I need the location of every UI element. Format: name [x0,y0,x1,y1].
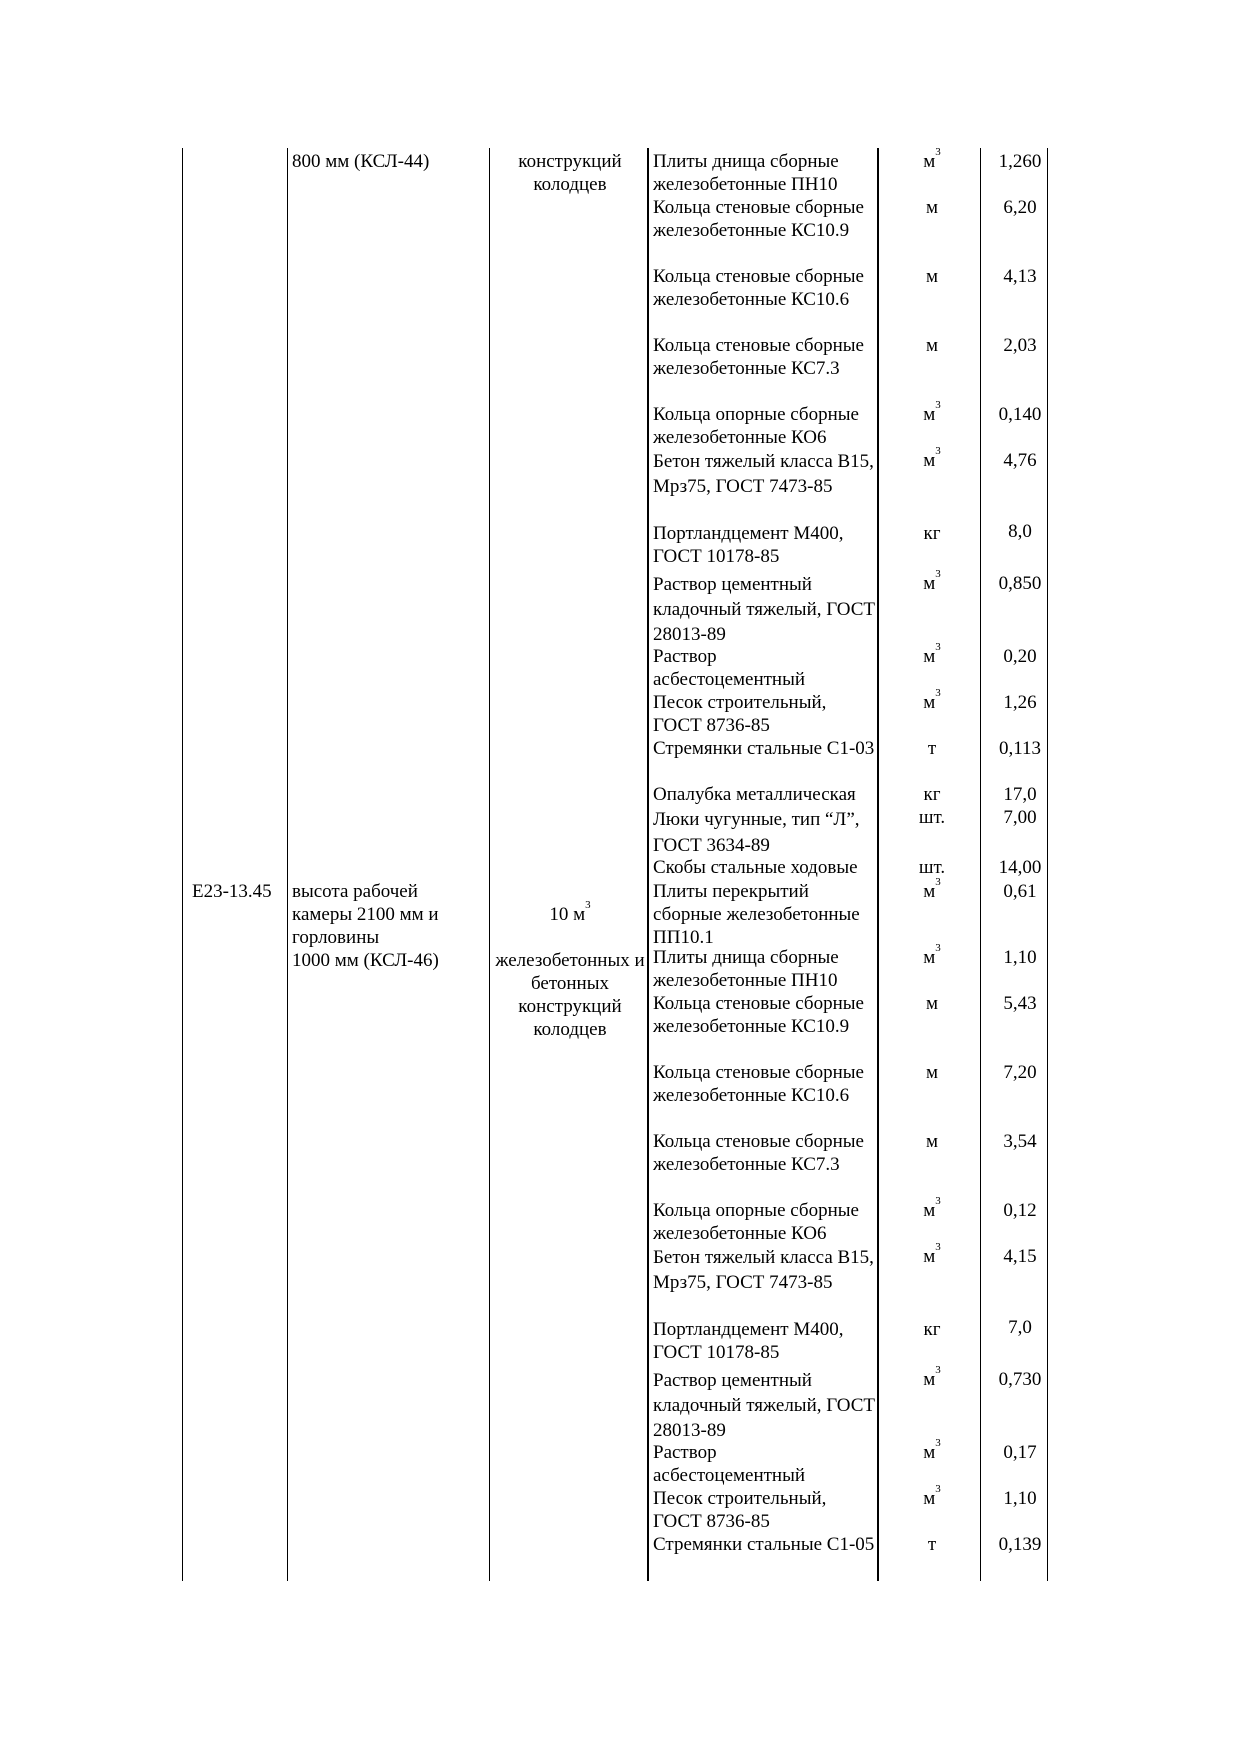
resource-qty: 1,10 [1003,947,1037,968]
resource-unit: $м^3$ [923,445,941,471]
unit-superscript: 3 [935,568,941,580]
resource-qty: 8,0 [1008,521,1032,542]
resource-qty: 2,03 [1003,335,1037,356]
column-divider-unit [647,148,649,1581]
resource-name: Кольца стеновые сборные железобетонные КС10.6 [653,1062,864,1106]
resource-qty: 7,20 [1003,1062,1037,1083]
resource-unit: $м^3$ [923,1364,941,1390]
resource-qty: 0,850 [998,573,1042,594]
resource-unit: м [925,266,939,287]
resource-unit: $м^3$ [923,687,941,713]
resource-name: Опалубка металлическая [653,784,856,805]
resource-qty: 1,26 [1003,692,1037,713]
resource-name: Портландцемент М400, ГОСТ 10178-85 [653,523,844,567]
resource-name: Кольца стеновые сборные железобетонные КС10.6 [653,266,864,310]
row-unit: 10 $м^3$ железобетонных и бетонных конструкций колодцев [495,899,645,1040]
resource-name: Песок строительный, ГОСТ 8736-85 [653,692,827,736]
resource-name: Люки чугунные, тип “Л”, ГОСТ 3634-89 [653,809,860,856]
resource-unit: кг [923,1319,941,1340]
table-border-left [182,148,183,1581]
resource-name: Кольца опорные сборные железобетонные КО6 [653,404,859,448]
unit-superscript: 3 [935,399,941,411]
resource-qty: 0,730 [998,1369,1042,1390]
unit-superscript: 3 [935,445,941,457]
resource-qty: 0,139 [998,1534,1042,1555]
resource-qty: 4,76 [1003,450,1037,471]
unit-superscript: 3 [935,942,941,954]
resource-unit: м [925,1131,939,1152]
resource-unit: $м^3$ [923,942,941,968]
row-code: Е23-13.45 [192,881,272,902]
resource-unit: $м^3$ [923,399,941,425]
resource-unit: м [925,335,939,356]
resource-unit: $м^3$ [923,1195,941,1221]
resource-qty: 0,17 [1003,1442,1037,1463]
resource-qty: 1,10 [1003,1488,1037,1509]
resource-unit: м [925,1062,939,1083]
resource-qty: 1,260 [998,151,1042,172]
resource-name: Портландцемент М400, ГОСТ 10178-85 [653,1319,844,1363]
resource-name: Раствор цементный кладочный тяжелый, ГОСТ 28013-89 [653,1370,875,1441]
resource-unit: $м^3$ [923,1483,941,1509]
resource-name: Кольца опорные сборные железобетонные КО6 [653,1200,859,1244]
unit-superscript: 3 [935,1241,941,1253]
resource-qty: 7,0 [1008,1317,1032,1338]
resource-qty: 6,20 [1003,197,1037,218]
unit-superscript: 3 [935,876,941,888]
resource-name: Раствор асбестоцементный [653,646,806,690]
row-description: высота рабочей камеры 2100 мм и горловины 1000 мм (КСЛ-46) [292,881,439,971]
unit-superscript: 3 [935,1195,941,1207]
resource-qty: 0,113 [998,738,1042,759]
resource-name: Кольца стеновые сборные железобетонные КС7.3 [653,335,864,379]
resource-unit: т [927,1534,937,1555]
resource-name: Бетон тяжелый класса В15, Мрз75, ГОСТ 7473-85 [653,451,874,497]
resource-unit: $м^3$ [923,568,941,594]
resource-name: Кольца стеновые сборные железобетонные КС10.9 [653,993,864,1037]
resource-unit: шт. [918,857,946,878]
resource-qty: 4,13 [1003,266,1037,287]
row-unit-rest: железобетонных и бетонных конструкций колодцев [495,950,645,1040]
unit-superscript: 3 [585,899,591,911]
resource-unit: м [925,197,939,218]
resource-name: Раствор асбестоцементный [653,1442,806,1486]
resource-name: Кольца стеновые сборные железобетонные КС7.3 [653,1131,864,1175]
resource-unit: кг [923,523,941,544]
unit-superscript: 3 [935,1437,941,1449]
unit-superscript: 3 [935,641,941,653]
resource-unit: $м^3$ [923,876,941,902]
resource-qty: 0,20 [1003,646,1037,667]
unit-superscript: 3 [935,1364,941,1376]
column-divider-code [287,148,288,1581]
resource-qty: 5,43 [1003,993,1037,1014]
column-divider-description [489,148,490,1581]
resource-qty: 4,15 [1003,1246,1037,1267]
resource-qty: 17,0 [1003,784,1037,805]
resource-name: Бетон тяжелый класса В15, Мрз75, ГОСТ 7473-85 [653,1247,874,1293]
resource-unit: шт. [918,807,946,828]
resource-unit: $м^3$ [923,146,941,172]
resource-name: Кольца стеновые сборные железобетонные КС10.9 [653,197,864,241]
resource-unit: $м^3$ [923,1241,941,1267]
resource-name: Скобы стальные ходовые [653,857,858,878]
resource-unit: кг [923,784,941,805]
resource-unit: $м^3$ [923,1437,941,1463]
resource-name: Стремянки стальные С1-03 [653,738,875,759]
resource-qty: 0,12 [1003,1200,1037,1221]
resource-qty: 7,00 [1003,807,1037,828]
unit-superscript: 3 [935,146,941,158]
unit-superscript: 3 [935,687,941,699]
resource-qty: 3,54 [1003,1131,1037,1152]
resource-name: Плиты перекрытий сборные железобетонные ПП10.1 [653,881,860,948]
resource-qty: 0,140 [998,404,1042,425]
resource-name: Раствор цементный кладочный тяжелый, ГОСТ 28013-89 [653,574,875,645]
resource-qty: 0,61 [1003,881,1037,902]
row-unit: конструкций колодцев [518,151,622,195]
resource-name: Стремянки стальные С1-05 [653,1534,875,1555]
resource-name: Плиты днища сборные железобетонные ПН10 [653,947,839,991]
row-description: 800 мм (КСЛ-44) [292,151,430,172]
resource-qty: 14,00 [998,857,1042,878]
resource-name: Песок строительный, ГОСТ 8736-85 [653,1488,827,1532]
resource-name: Плиты днища сборные железобетонные ПН10 [653,151,839,195]
unit-superscript: 3 [935,1483,941,1495]
resource-unit: $м^3$ [923,641,941,667]
resource-unit: м [925,993,939,1014]
resource-unit: т [927,738,937,759]
